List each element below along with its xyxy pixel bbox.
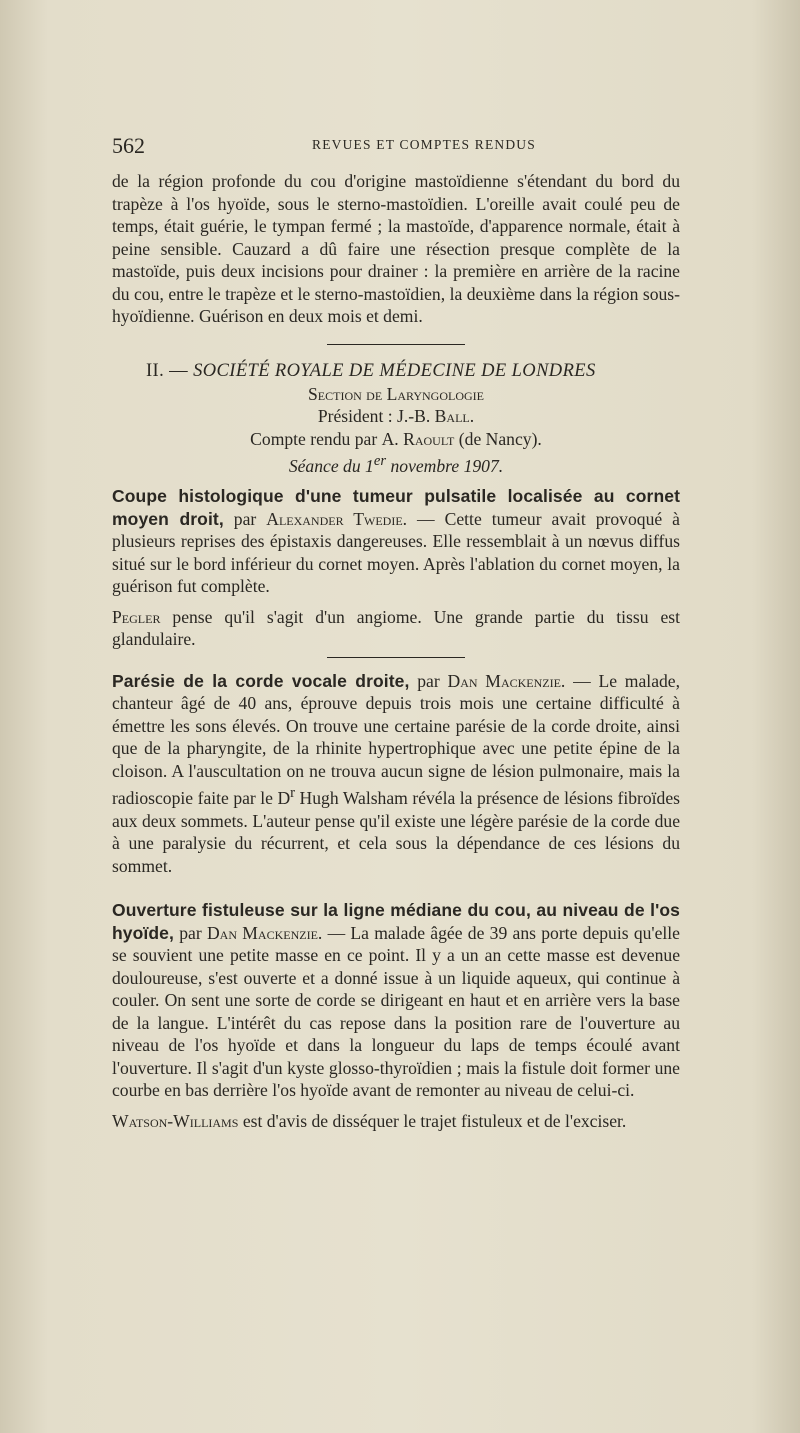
spacer (112, 477, 680, 485)
article-2-heading: Parésie de la corde vocale droite, (112, 670, 410, 691)
article-3-author: Dan Mackenzie. (206, 922, 323, 943)
article-1-heading: Coupe histologique d'une tumeur pulsatile localisée au cornet moyen droit, (112, 486, 680, 529)
spacer (112, 1102, 680, 1110)
article-divider (327, 657, 465, 658)
report-line (112, 428, 680, 451)
article-1-author: Alexander Twedie. (266, 508, 408, 529)
article-3-followup (112, 1110, 680, 1133)
reporter-name: A. Raoult (381, 428, 455, 449)
page-body (112, 170, 680, 1132)
page-header (112, 133, 682, 157)
article-3-by: par (179, 922, 202, 943)
seance-rest: novembre 1907. (390, 455, 504, 476)
subsection-title: Section de Laryngologie (308, 383, 484, 404)
seance-line (112, 450, 680, 477)
running-title: REVUES ET COMPTES RENDUS (312, 137, 536, 152)
article-1-by: par (233, 508, 257, 529)
article-1-text: — Cette tumeur avait provoqué à plusieurs reprises des épistaxis dangereuses. Elle ressemblait à un nœvus diffus situé sur le bord inférieur du cornet moyen. Après l'ablation du cornet moyen, la guérison fut complète. (112, 508, 680, 597)
article-2 (112, 670, 680, 877)
section-title-text: SOCIÉTÉ ROYALE DE MÉDECINE DE LONDRES (193, 360, 596, 381)
article-3-text: — La malade âgée de 39 ans porte depuis qu'elle se souvient une petite masse en ce point. Il y a un an cette masse est devenue douloureuse, s'est ouverte et a donné issue à un liquide aqueux, qui continue à couler. On sent une sorte de corde se dirigeant en haut et en arrière vers la base de la langue. L'intérêt du cas repose dans la position rare de l'ouverture au niveau de l'os hyoïde et dans la longueur du laps de temps écoulé avant l'ouverture. Il s'agit d'un kyste glosso-thyroïdien ; mais la fistule doit former une courbe en bas derrière l'os hyoïde avant de remonter au niveau de celui-ci. (112, 922, 680, 1101)
article-3-followup-text: est d'avis de disséquer le trajet fistuleux et de l'exciser. (242, 1110, 627, 1131)
article-3-followup-author: Watson-Williams (112, 1110, 239, 1131)
report-label: Compte rendu par (250, 428, 378, 449)
page-number: 562 (112, 133, 145, 158)
spacer (112, 598, 680, 606)
section-title (146, 359, 680, 383)
article-3 (112, 899, 680, 1102)
article-2-text: — Le malade, chanteur âgé de 40 ans, éprouve depuis trois mois une certaine difficulté à émettre les sons élevés. On trouve une certaine parésie de la corde droite, ainsi que de la pharyngite, de la rhinite hypertrophique avec une petite épine de la cloison. A l'auscultation on ne trouva aucun signe de lésion pulmonaire, mais la radioscopie faite par le D (112, 670, 681, 809)
article-1-followup-author: Pegler (112, 606, 161, 627)
article-2-author: Dan Mackenzie. (447, 670, 566, 691)
president-line (112, 405, 680, 428)
seance-day: 1 (365, 455, 374, 476)
section-divider (327, 344, 465, 345)
seance-prefix: Séance du (288, 455, 361, 476)
article-1-followup (112, 606, 680, 651)
intro-paragraph: de la région profonde du cou d'origine mastoïdienne s'étendant du bord du trapèze à l'os hyoïde, sous le sterno-mastoïdien. L'oreille avait coulé peu de temps, était guérie, le tympan fermé ; la mastoïde, d'apparence normale, était à peine sensible. Cauzard a dû faire une résection presque complète de la mastoïde, puis deux incisions pour drainer : la première en arrière de la racine du cou, entre le trapèze et le sterno-mastoïdien, la deuxième dans la région sous-hyoïdienne. Guérison en deux mois et demi. (112, 171, 680, 326)
section-number: II. — (146, 360, 189, 381)
article-2-text-end: Hugh Walsham révéla la présence de lésions fibroïdes aux deux sommets. L'auteur pense qu'il existe une légère parésie de la corde due à une paralysie du récurrent, et cela sous la dépendance de ces lésions du sommet. (112, 788, 680, 876)
article-3-heading: Ouverture fistuleuse sur la ligne médiane du cou, au niveau de l'os hyoïde, (112, 900, 680, 943)
article-1-followup-text: pense qu'il s'agit d'un angiome. Une grande partie du tissu est glandulaire. (112, 606, 681, 650)
article-1 (112, 485, 680, 598)
article-2-by: par (417, 670, 440, 691)
seance-day-sup: er (373, 453, 387, 469)
president-label: Président : (317, 406, 393, 426)
president-name: J.-B. Ball. (397, 406, 475, 426)
reporter-place: (de Nancy). (458, 428, 542, 449)
article-2-text-sup: r (290, 785, 296, 802)
